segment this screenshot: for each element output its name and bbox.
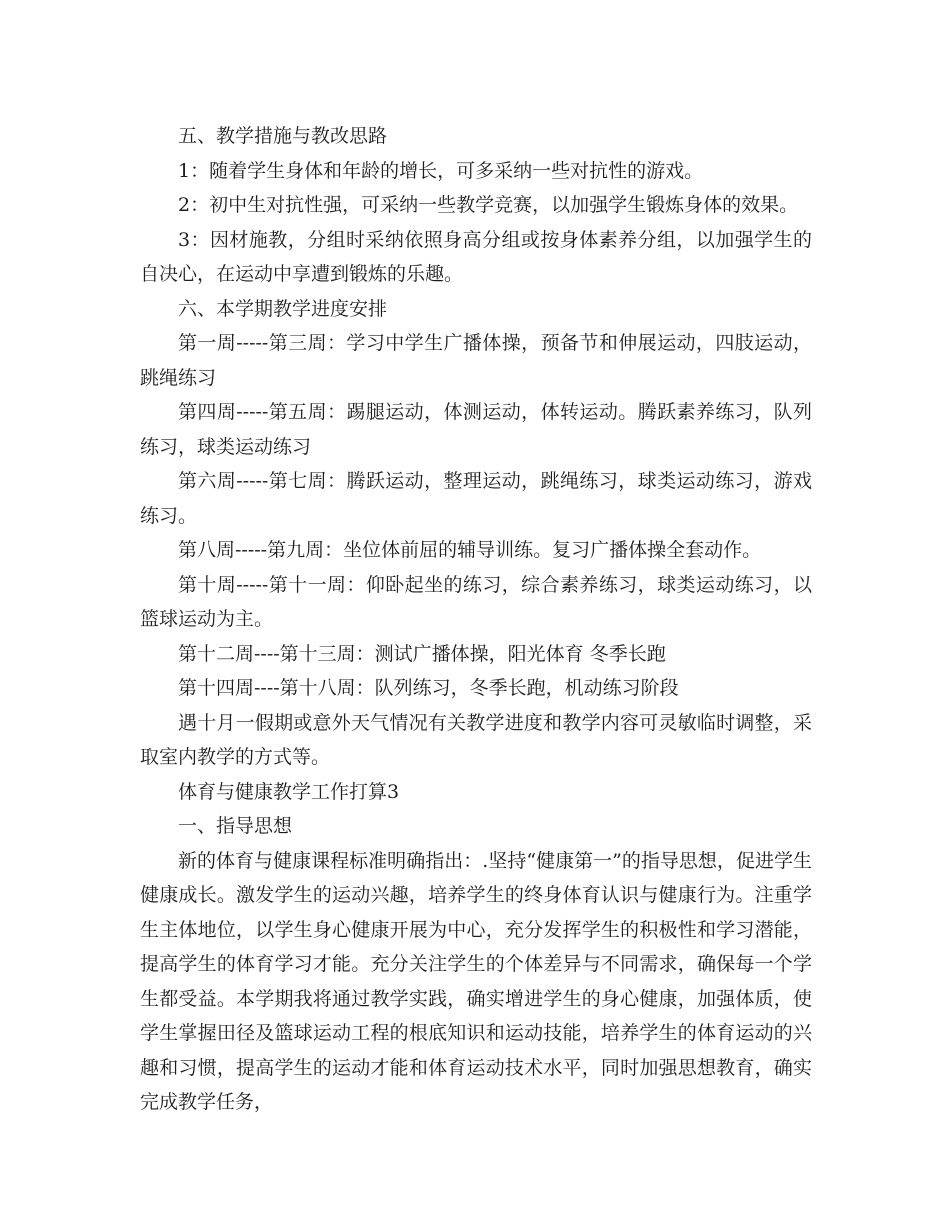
paragraph-schedule-week-8-9: 第八周-----第九周：坐位体前屈的辅导训练。复习广播体操全套动作。	[178, 539, 762, 561]
paragraph-measure-1: 1：随着学生身体和年龄的增长，可多采纳一些对抗性的游戏。	[178, 159, 704, 182]
section-heading-teaching-measures: 五、教学措施与教改思路	[178, 125, 388, 147]
paragraph-schedule-week-14-18: 第十四周----第十八周：队列练习，冬季长跑，机动练习阶段	[178, 677, 679, 699]
paragraph-measure-2: 2：初中生对抗性强，可采纳一些教学竞赛，以加强学生锻炼身体的效果。	[178, 194, 799, 216]
paragraph-measure-3: 3：因材施教，分组时采纳依照身高分组或按身体素养分组，以加强学生的自决心，在运动中享遭到锻炼的乐趣。	[140, 228, 812, 285]
paragraph-guiding-idea: 新的体育与健康课程标准明确指出：.坚持“健康第一”的指导思想，促进学生健康成长。激发学生的运动兴趣，培养学生的终身体育认识与健康行为。注重学生主体地位，以学生身心健康开展为中心，充分发挥学生的积极性和学习潜能，提高学生的体育学习才能。充分关注学生的个体差异与不同需求，确保每一个学生都受益。本学期我将通过教学实践，确实增进学生的身心健康，加强体质，使学生掌握田径及篮球运动工程的根底知识和运动技能，培养学生的体育运动的兴趣和习惯，提高学生的运动才能和体育运动技术水平，同时加强思想教育，确实完成教学任务，	[140, 849, 812, 1113]
document-section-title: 体育与健康教学工作打算3	[178, 780, 400, 803]
section-heading-guiding-idea: 一、指导思想	[178, 815, 293, 837]
paragraph-schedule-note: 遇十月一假期或意外天气情况有关教学进度和教学内容可灵敏临时调整，采取室内教学的方式等。	[140, 711, 812, 768]
paragraph-schedule-week-4-5: 第四周-----第五周：踢腿运动，体测运动，体转运动。腾跃素养练习，队列练习，球类运动练习	[140, 401, 812, 458]
paragraph-schedule-week-12-13: 第十二周----第十三周：测试广播体操，阳光体育 冬季长跑	[178, 642, 666, 665]
section-heading-schedule: 六、本学期教学进度安排	[178, 297, 388, 320]
document-body	[140, 119, 812, 1120]
paragraph-schedule-week-10-11: 第十周-----第十一周：仰卧起坐的练习，综合素养练习，球类运动练习，以篮球运动为主。	[140, 573, 812, 630]
paragraph-schedule-week-6-7: 第六周-----第七周：腾跃运动，整理运动，跳绳练习，球类运动练习，游戏练习。	[140, 470, 812, 527]
paragraph-schedule-week-1-3: 第一周-----第三周：学习中学生广播体操，预备节和伸展运动，四肢运动，跳绳练习	[140, 332, 812, 389]
